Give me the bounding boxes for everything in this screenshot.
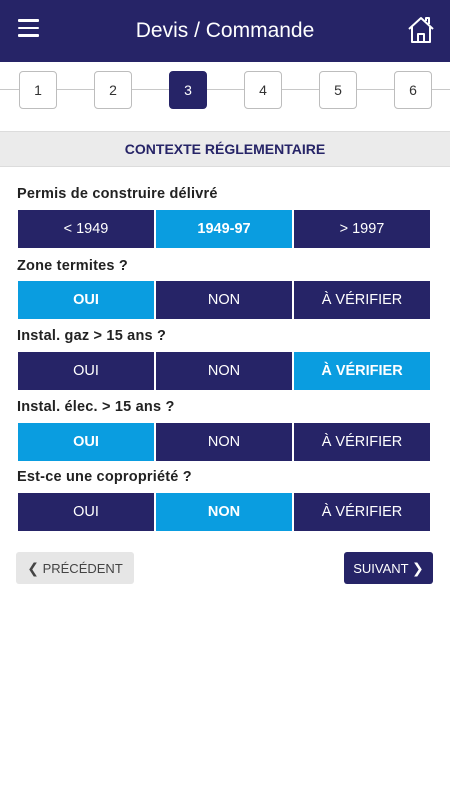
option-group-permis	[18, 210, 430, 248]
option-gaz-oui[interactable]: OUI	[18, 352, 154, 390]
option-elec-oui[interactable]: OUI	[18, 423, 154, 461]
option-copro-oui[interactable]: OUI	[18, 493, 154, 531]
option-after-1997[interactable]: > 1997	[294, 210, 430, 248]
step-5[interactable]: 5	[319, 71, 357, 109]
step-6[interactable]: 6	[394, 71, 432, 109]
step-2[interactable]: 2	[94, 71, 132, 109]
question-label-permis: Permis de construire délivré	[17, 186, 218, 202]
step-3[interactable]: 3	[169, 71, 207, 109]
page-title: Devis / Commande	[135, 19, 315, 42]
option-gaz-verifier[interactable]: À VÉRIFIER	[294, 352, 430, 390]
option-group-elec	[18, 423, 430, 461]
option-termites-non[interactable]: NON	[156, 281, 292, 319]
option-before-1949[interactable]: < 1949	[18, 210, 154, 248]
question-label-elec: Instal. élec. > 15 ans ?	[17, 399, 175, 415]
next-button-label: SUIVANT	[353, 561, 409, 576]
option-copro-verifier[interactable]: À VÉRIFIER	[294, 493, 430, 531]
option-elec-non[interactable]: NON	[156, 423, 292, 461]
question-label-termites: Zone termites ?	[17, 258, 128, 274]
option-termites-verifier[interactable]: À VÉRIFIER	[294, 281, 430, 319]
option-group-gaz	[18, 352, 430, 390]
option-1949-97[interactable]: 1949-97	[156, 210, 292, 248]
option-group-copropriete	[18, 493, 430, 531]
option-termites-oui[interactable]: OUI	[18, 281, 154, 319]
step-indicator	[0, 71, 450, 109]
option-copro-non[interactable]: NON	[156, 493, 292, 531]
question-label-gaz: Instal. gaz > 15 ans ?	[17, 328, 167, 344]
previous-button[interactable]	[16, 552, 134, 584]
option-group-termites	[18, 281, 430, 319]
next-button[interactable]	[344, 552, 433, 584]
step-4[interactable]: 4	[244, 71, 282, 109]
chevron-left-icon: ❮	[27, 560, 39, 576]
option-elec-verifier[interactable]: À VÉRIFIER	[294, 423, 430, 461]
home-icon[interactable]	[407, 15, 435, 45]
section-title: CONTEXTE RÉGLEMENTAIRE	[0, 131, 450, 167]
step-1[interactable]: 1	[19, 71, 57, 109]
question-label-copropriete: Est-ce une copropriété ?	[17, 469, 192, 485]
previous-button-label: PRÉCÉDENT	[42, 561, 123, 576]
app-header	[0, 0, 450, 62]
option-gaz-non[interactable]: NON	[156, 352, 292, 390]
stepper-line	[0, 89, 450, 90]
chevron-right-icon: ❯	[412, 560, 424, 576]
